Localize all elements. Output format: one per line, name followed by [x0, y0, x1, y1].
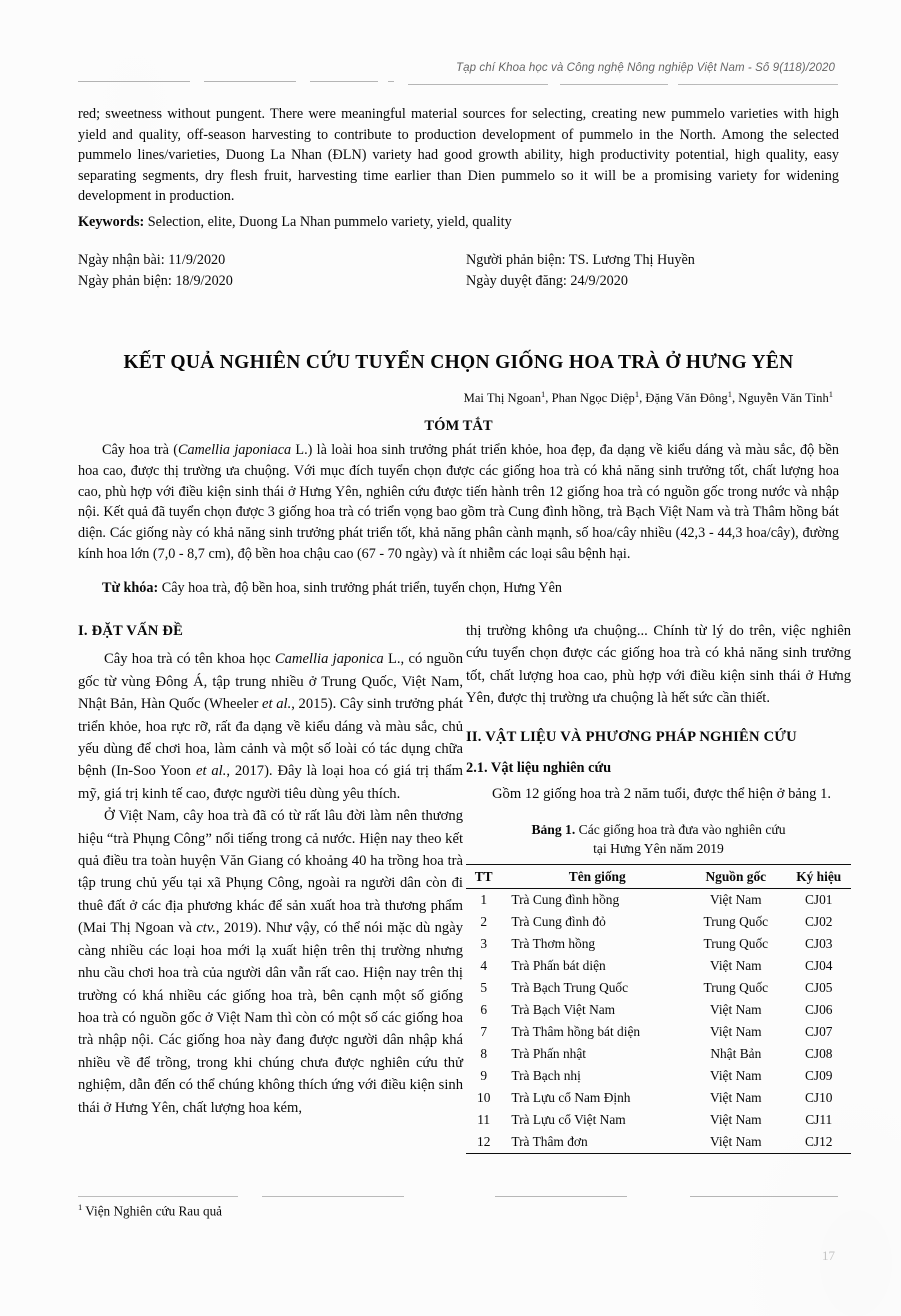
- english-keywords-label: Keywords:: [78, 214, 145, 230]
- table-caption-line2: tại Hưng Yên năm 2019: [593, 840, 724, 856]
- cell-tt: 8: [480, 1046, 488, 1062]
- article-title: KẾT QUẢ NGHIÊN CỨU TUYỂN CHỌN GIỐNG HOA TRÀ Ở HƯNG YÊN: [123, 352, 794, 373]
- cell-origin: Nhật Bản: [710, 1046, 762, 1062]
- english-keywords-value: Selection, elite, Duong La Nhan pummelo variety, yield, quality: [144, 214, 512, 230]
- body-column-right: [466, 620, 851, 1154]
- header-rule-7: [678, 84, 838, 85]
- reviewer-label: Người phản biện:: [466, 252, 566, 268]
- vietnamese-abstract-body: [78, 440, 839, 565]
- english-keywords-line: [78, 212, 839, 233]
- cell-tt: 5: [480, 980, 488, 996]
- table-header-row: [466, 864, 851, 888]
- author-4-mark: 1: [828, 389, 833, 399]
- table-row: [466, 1131, 851, 1154]
- cell-code: CJ07: [804, 1024, 833, 1040]
- column-header-name: Tên giống: [501, 864, 685, 888]
- footnote-text: Viện Nghiên cứu Rau quả: [82, 1203, 223, 1219]
- cell-name: Trà Lựu cổ Nam Định: [511, 1090, 631, 1106]
- footnote-mark: 1: [78, 1202, 83, 1212]
- body-column-left: [78, 620, 463, 1119]
- dates-left: [78, 250, 448, 291]
- table-row: [466, 1087, 851, 1109]
- table-row: [466, 933, 851, 955]
- cell-origin: Trung Quốc: [703, 914, 769, 930]
- vietnamese-keywords-label: Từ khóa:: [102, 580, 159, 596]
- cell-origin: Việt Nam: [709, 1024, 762, 1040]
- cell-origin: Việt Nam: [709, 1112, 762, 1128]
- cell-tt: 7: [480, 1024, 488, 1040]
- table-row: [466, 955, 851, 977]
- reviewer-value: TS. Lương Thị Huyền: [565, 252, 695, 268]
- english-abstract-body: [78, 104, 839, 207]
- footnote: [78, 1202, 222, 1219]
- table-row: [466, 1065, 851, 1087]
- vietnamese-keywords: [78, 578, 839, 599]
- cell-name: Trà Phấn bát diện: [511, 958, 606, 974]
- footnote-rule-4: [690, 1196, 838, 1197]
- author-2-mark: 1: [634, 389, 640, 399]
- running-head-text: Tạp chí Khoa học và Công nghệ Nông nghiệp Việt Nam - Số 9(118)/2020: [456, 62, 835, 74]
- table-row: [466, 1043, 851, 1065]
- author-1: Mai Thị Ngoan: [463, 391, 542, 406]
- author-1-mark: 1: [541, 389, 546, 399]
- cell-code: CJ11: [805, 1112, 833, 1128]
- section-heading-methods: II. VẬT LIỆU VÀ PHƯƠNG PHÁP NGHIÊN CỨU: [466, 728, 797, 745]
- cell-code: CJ01: [804, 892, 833, 908]
- english-keywords: [78, 212, 839, 233]
- header-rule-6: [560, 84, 668, 85]
- cell-name: Trà Bạch nhị: [511, 1068, 581, 1084]
- cell-name: Trà Thâm hồng bát diện: [511, 1024, 641, 1040]
- cell-tt: 12: [466, 1131, 501, 1154]
- cell-code: CJ09: [804, 1068, 833, 1084]
- vietnamese-keywords-value: Cây hoa trà, độ bền hoa, sinh trưởng phát triển, tuyển chọn, Hưng Yên: [158, 580, 562, 596]
- table-row: [466, 911, 851, 933]
- cell-tt: 2: [480, 914, 488, 930]
- author-3-mark: 1: [727, 389, 732, 399]
- cell-name: Trà Cung đình hồng: [511, 892, 620, 908]
- cell-code: CJ04: [804, 958, 833, 974]
- cell-origin: Việt Nam: [709, 1068, 762, 1084]
- date-reviewed-value: 18/9/2020: [171, 272, 233, 289]
- intro-paragraph-1: Cây hoa trà có tên khoa học Camellia japonica L., có nguồn gốc từ vùng Đông Á, tập trung nhiều ở Trung Quốc, Việt Nam, Nhật Bản, Hàn Quốc (Wheeler et al., 2015). Cây sinh trưởng phát triển khỏe, hoa rực rỡ, rất đa dạng về kiểu dáng và màu sắc, chủ yếu dùng để chơi hoa, làm cảnh và một số loài có tác dụng chữa bệnh (In-Soo Yoon et al., 2017). Đây là loại hoa có giá trị thẩm mỹ, giá trị kinh tế cao, được người tiêu dùng yêu thích.: [78, 651, 464, 802]
- column-header-origin: Nguồn gốc: [685, 864, 786, 888]
- table-row: [466, 1021, 851, 1043]
- cell-code: CJ10: [804, 1090, 833, 1106]
- author-2: , Phan Ngọc Diệp: [545, 391, 635, 406]
- cell-code: CJ12: [786, 1131, 851, 1154]
- column-header-code: Ký hiệu: [786, 864, 851, 888]
- cell-tt: 9: [480, 1068, 488, 1084]
- footnote-rule-1: [78, 1196, 238, 1197]
- header-rule-4: [388, 81, 394, 82]
- cell-origin: Việt Nam: [709, 958, 762, 974]
- cell-name: Trà Thâm đơn: [501, 1131, 685, 1154]
- running-head: [78, 62, 839, 88]
- date-approved: [466, 271, 846, 292]
- author-list: [78, 385, 839, 407]
- author-3: , Đặng Văn Đông: [639, 391, 728, 406]
- table-row: [466, 1109, 851, 1131]
- date-reviewed-label: Ngày phản biện:: [78, 272, 172, 289]
- date-reviewed: [78, 271, 448, 292]
- table-row: [466, 888, 851, 911]
- cell-tt: 6: [480, 1002, 488, 1018]
- table-row: [466, 999, 851, 1021]
- footnote-rule-3: [495, 1196, 627, 1197]
- section-heading-introduction: I. ĐẶT VẤN ĐỀ: [78, 623, 184, 639]
- dates-right: [466, 250, 846, 291]
- cell-tt: 10: [477, 1090, 491, 1106]
- cell-origin: Việt Nam: [709, 892, 762, 908]
- cell-origin: Việt Nam: [709, 1090, 762, 1106]
- cell-name: Trà Phấn nhật: [511, 1046, 587, 1062]
- cell-name: Trà Bạch Việt Nam: [511, 1002, 616, 1018]
- intro-paragraph-2: Ở Việt Nam, cây hoa trà đã có từ rất lâu đời làm nên thương hiệu “trà Phụng Công” nổi tiếng trong cả nước. Hiện nay theo kết quả điều tra toàn huyện Văn Giang có khoảng 40 ha trồng hoa trà tập trung chủ yếu tại xã Phụng Công, ngoài ra người dân còn đi thuê đất ở các địa phương khác để sản xuất hoa trà thương phẩm (Mai Thị Ngoan và ctv., 2019). Như vậy, có thể nói mặc dù ngày càng nhiều các loại hoa mới lạ xuất hiện trên thị trường nhưng nhu cầu chơi hoa trà của người dân vẫn rất cao. Hiện nay trên thị trường có khá nhiều các giống hoa trà, bên cạnh một số giống hoa trà có nguồn gốc ở Việt Nam thì còn có một số các giống hoa trà nhập nội. Các giống hoa này đang được người dân nhập khá nhiều về để trồng, trong khi chúng chưa được nghiên cứu thử nghiệm, dẫn đến có thể chúng không thích ứng với điều kiện sinh thái ở Hưng Yên, chất lượng hoa kém,: [78, 808, 463, 1116]
- cell-tt: 4: [480, 958, 488, 974]
- varieties-table: [466, 864, 851, 1154]
- cell-code: CJ05: [804, 980, 833, 996]
- cell-origin: Việt Nam: [709, 1002, 762, 1018]
- date-received-label: Ngày nhận bài:: [78, 252, 165, 268]
- cell-tt: 3: [480, 936, 488, 952]
- header-rule-2: [204, 81, 296, 82]
- cell-code: CJ03: [804, 936, 833, 952]
- date-received-value: 11/9/2020: [164, 252, 226, 268]
- column-header-tt: TT: [466, 864, 501, 888]
- cell-origin: Trung Quốc: [703, 980, 769, 996]
- header-rule-3: [310, 81, 378, 82]
- cell-origin: Trung Quốc: [703, 936, 769, 952]
- intro-paragraph-3: thị trường không ưa chuộng... Chính từ lý do trên, việc nghiên cứu tuyển chọn được các giống hoa trà có khả năng sinh trưởng tốt, chất lượng hoa cao, phù hợp với điều kiện sinh thái ở Hưng Yên, được thị trường ưa chuộng là hết sức cần thiết.: [466, 623, 851, 707]
- abstract-heading: TÓM TẮT: [424, 418, 493, 434]
- header-rule-5: [408, 84, 548, 85]
- page-number: 17: [822, 1248, 835, 1263]
- cell-code: CJ08: [804, 1046, 833, 1062]
- vietnamese-keywords-line: [78, 578, 839, 599]
- footnote-rule-2: [262, 1196, 404, 1197]
- table-caption-label: Bảng 1.: [531, 821, 576, 837]
- date-received: [78, 250, 448, 271]
- date-approved-value: 24/9/2020: [566, 272, 628, 289]
- table-body: [466, 888, 851, 1153]
- table-head: [466, 864, 851, 888]
- english-abstract-text: red; sweetness without pungent. There were meaningful material sources for selecting, creating new pummelo varieties with high yield and quality, off-season harvesting to contribute to production development of pummelo in the North. Among the selected pummelo lines/varieties, Duong La Nhan (ĐLN) variety had good growth ability, high productivity potential, high quality, easy separating segments, dry flesh fruit, harvesting time earlier than Dien pummelo so it will be a promising variety for widening development in production.: [78, 106, 839, 205]
- cell-tt: 1: [480, 892, 488, 908]
- cell-origin: Việt Nam: [685, 1131, 786, 1154]
- cell-name: Trà Lựu cổ Việt Nam: [511, 1112, 626, 1128]
- cell-code: CJ02: [804, 914, 833, 930]
- cell-name: Trà Thơm hồng: [511, 936, 596, 952]
- vietnamese-abstract-text: Cây hoa trà (Camellia japoniaca L.) là loài hoa sinh trưởng phát triển khỏe, hoa đẹp, đa dạng về kiểu dáng và màu sắc, độ bền hoa cao, được thị trường ưa chuộng. Với mục đích tuyển chọn được các giống hoa trà có khả năng sinh trưởng tốt, chất lượng hoa cao, phù hợp với điều kiện sinh thái ở Hưng Yên, nghiên cứu được tiến hành trên 12 giống hoa trà có nguồn gốc trong nước và nhập nội. Kết quả đã tuyển chọn được 3 giống hoa trà có triển vọng bao gồm trà Cung đình hồng, trà Bạch Việt Nam và trà Thâm hồng bát diện. Các giống này có khả năng sinh trưởng phát triển tốt, khả năng phân cành mạnh, số hoa/cây nhiều (42,3 - 44,3 hoa/cây), đường kính hoa lớn (7,0 - 8,7 cm), độ bền hoa chậu cao (67 - 70 ngày) và ít nhiễm các loại sâu bệnh hại.: [78, 442, 840, 562]
- reviewer-name: [466, 250, 846, 271]
- date-approved-label: Ngày duyệt đăng:: [466, 272, 567, 289]
- cell-tt: 11: [477, 1112, 491, 1128]
- subsection-heading-materials: 2.1. Vật liệu nghiên cứu: [466, 760, 612, 777]
- table-caption-text: Các giống hoa trà đưa vào nghiên cứu: [575, 821, 786, 837]
- materials-paragraph-1: Gồm 12 giống hoa trà 2 năm tuổi, được thể hiện ở bảng 1.: [492, 786, 832, 803]
- table-caption: [466, 820, 851, 858]
- cell-code: CJ06: [804, 1002, 833, 1018]
- header-rule-1: [78, 81, 190, 82]
- cell-name: Trà Cung đình đỏ: [511, 914, 606, 930]
- cell-name: Trà Bạch Trung Quốc: [511, 980, 629, 996]
- author-4: , Nguyễn Văn Tỉnh: [731, 391, 829, 406]
- table-row: [466, 977, 851, 999]
